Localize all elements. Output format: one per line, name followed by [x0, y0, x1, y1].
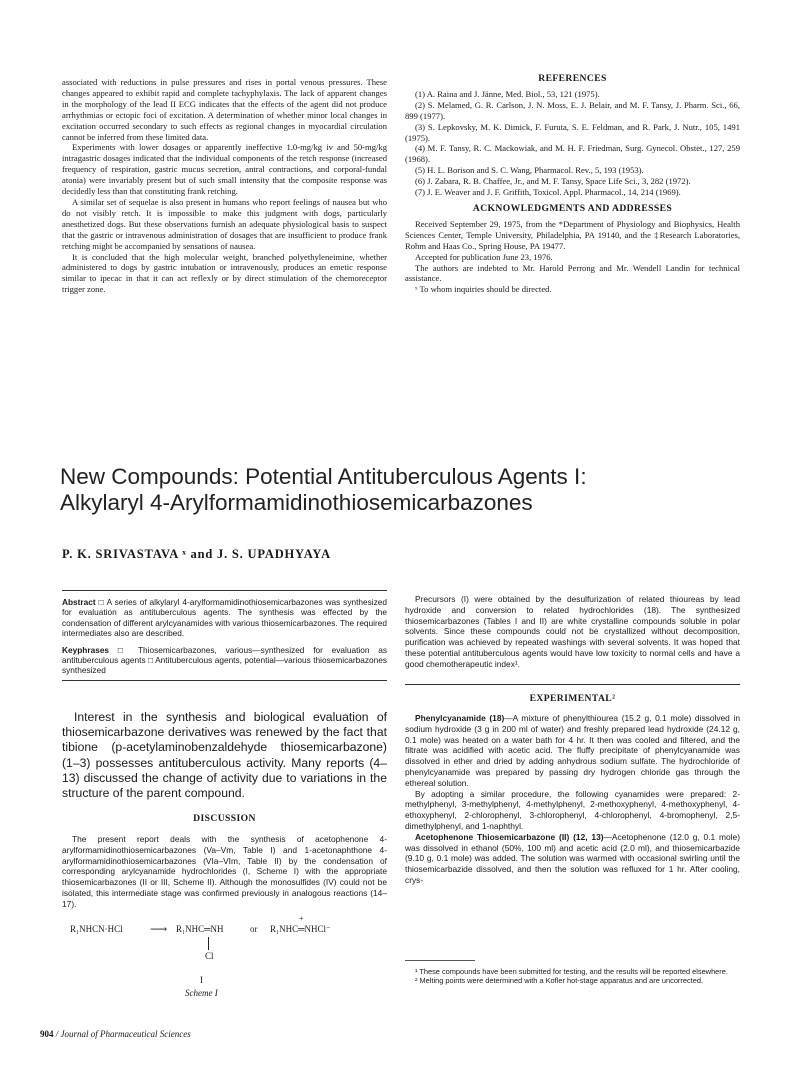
paragraph: Experiments with lower dosages or apparently ineffective 1.0-mg/kg iv and 50-mg/kg intragastric dosages indicated that the individual components of the retch response (increased frequency of respiration, gastric mucus secretion, antral contractions, and corporal-fundal atonia) were invariably present but of such small intensity that the composite response was decidedly less than that constituting frank retching.	[62, 142, 387, 197]
adopting-paragraph: By adopting a similar procedure, the following cyanamides were prepared: 2-methylphenyl, 3-methylphenyl, 4-methylphenyl, 2-methoxyphenyl, 4-methoxyphenyl, 4-ethoxyphenyl, 2-chlorophenyl, 3-chlorophenyl, 4-chlorophenyl, 4-bromophenyl, 2,5-dimethylphenyl, and 1-naphthyl.	[405, 788, 740, 831]
experimental-rule	[405, 684, 740, 685]
scheme-or: or	[250, 924, 258, 934]
phenylcyanamide-paragraph	[405, 713, 740, 789]
phenylcyanamide-lead: Phenylcyanamide (18)	[415, 713, 505, 723]
scheme-product-b: R₁NHC═NHCl⁻	[270, 924, 331, 934]
footnote-rule	[405, 960, 475, 961]
abstract-text: A series of alkylaryl 4-arylformamidinothiosemicarbazones was synthesized for evaluation as antituberculous agents. The synthesis was effected by the condensation of different arylcyanamides with various thiosemicarbazones. The required intermediates also are described.	[62, 597, 387, 639]
paragraph: A similar set of sequelae is also present in humans who report feelings of nausea but who do not visibly retch. It is impossible to make this judgment with dogs, particularly anesthetized dogs. But these observations furnish an adequate physiological basis to suspect that the gastric or intravenous administration of dosages that are insufficient to produce frank retching might be accompanied by sensations of nausea.	[62, 196, 387, 251]
article-title	[60, 464, 760, 516]
article-title-line-2: Alkylaryl 4-Arylformamidinothiosemicarbazones	[60, 490, 533, 515]
scheme-bond	[208, 937, 209, 950]
ack-paragraph: ˣ To whom inquiries should be directed.	[415, 284, 552, 295]
ack-paragraph: The authors are indebted to Mr. Harold Perrong and Mr. Wendell Landin for technical assistance.	[405, 262, 740, 284]
scheme-cl: Cl	[205, 951, 214, 961]
precursors-paragraph: Precursors (I) were obtained by the desulfurization of related thioureas by lead hydroxide and conversion to related hydrochlorides (18). The synthesized thiosemicarbazones (Tables I and II) are white crystalline compounds soluble in polar solvents. Since these compounds could not be crystallized without decomposition, purification was achieved by repeated washings with several solvents. It was hoped that these potential antituberculous agents would have low toxicity to normal cells and have a good chemotherapeutic index¹.	[405, 594, 740, 669]
footnote-2: ² Melting points were determined with a Kofler hot-stage apparatus and are uncorrected.	[415, 976, 703, 985]
running-footer	[40, 1029, 191, 1039]
reference-item: (5) H. L. Borison and S. C. Wang, Pharmacol. Rev., 5, 193 (1953).	[415, 165, 644, 176]
scheme-product-a: R₁NHC═NH	[176, 924, 224, 934]
keyphrases-label: Keyphrases	[62, 644, 110, 655]
footnote-1: ¹ These compounds have been submitted for testing, and the results will be reported elsewhere.	[415, 967, 728, 976]
page-number: 904	[40, 1029, 54, 1039]
article-title-line-1: New Compounds: Potential Antituberculous Agents I:	[60, 464, 587, 489]
discussion-paragraph: The present report deals with the synthesis of acetophenone 4-arylformamidinothiosemicarbazones (Va–Vm, Table I) and 1-acetonaphthone 4-arylformamidinothiosemicarbazones (VIa–VIm, Table II) by the condensation of corresponding arylcyanamide hydrochlorides (I, Scheme I) with the appropriate thiosemicarbazones (II or III, Scheme II). Although the monosulfides (IV) could not be isolated, this intermediate stage was confirmed previously in analogous reactions (14–17).	[62, 834, 387, 909]
discussion-heading: DISCUSSION	[193, 813, 256, 824]
acetophenone-paragraph	[405, 832, 740, 886]
article-authors: P. K. SRIVASTAVA ˣ and J. S. UPADHYAYA	[62, 547, 331, 561]
footnotes	[405, 967, 740, 985]
reference-item: (2) S. Melamed, G. R. Carlson, J. N. Moss, E. J. Belair, and M. F. Tansy, J. Pharm. Sci., 66, 899 (1977).	[405, 99, 740, 121]
scheme-arrow: ⟶	[150, 922, 168, 936]
abstract-top-rule	[62, 590, 387, 591]
right-column-lower	[405, 594, 740, 670]
intro-paragraph: Interest in the synthesis and biological evaluation of thiosemicarbazone derivatives was renewed by the fact that tibione (p-acetylaminobenzaldehyde thiosemicarbazone) (1–3) possesses antituberculous activity. Many reports (4–13) discussed the change of activity due to variations in the structure of the parent compound.	[62, 710, 387, 801]
experimental-body	[405, 713, 740, 886]
keyphrases-text: Thiosemicarbazones, various—synthesized for evaluation as antituberculous agents □ Antituberculous agents, potential—various thiosemicarbazones synthesized	[62, 644, 388, 676]
discussion-text	[62, 834, 387, 910]
checkbox-glyph: □	[98, 597, 105, 607]
journal-name: / Journal of Pharmaceutical Sciences	[55, 1029, 191, 1039]
top-right-column	[405, 74, 740, 295]
scheme-i	[70, 914, 390, 1000]
scheme-label: Scheme I	[185, 988, 218, 998]
paragraph: associated with reductions in pulse pressures and rises in portal venous pressures. These changes appeared to exhibit rapid and complete tachyphylaxis. The lack of apparent changes in the morphology of the lead II ECG indicates that the effects of the agent did not produce arrhythmias or ectopic foci of excitation. A determination of whether minor local changes in excitation occurred secondary to such effects as regional changes in myocardial circulation cannot be inferred from these limited data.	[62, 77, 387, 142]
acknowledgments-heading: ACKNOWLEDGMENTS AND ADDRESSES	[472, 202, 673, 214]
scheme-reactant: R₁NHCN·HCl	[70, 924, 123, 934]
ack-paragraph: Received September 29, 1975, from the *Department of Physiology and Biophysics, Health Sciences Center, Temple University, Philadelphia, PA 19140, and the ‡Research Laboratories, Rohm and Haas Co., Spring House, PA 19477.	[405, 218, 740, 251]
acetophenone-lead: Acetophenone Thiosemicarbazone (II) (12, 13)	[415, 831, 604, 842]
paragraph: It is concluded that the high molecular weight, branched polyethyleneimine, whether administered to dogs by gastric intubation or intravenously, produces an emetic response similar to ipecac in that it can act reflexly or by direct stimulation of the chemoreceptor trigger zone.	[62, 251, 387, 295]
reference-item: (3) S. Lepkovsky, M. K. Dimick, F. Furuta, S. E. Feldman, and R. Park, J. Nutr., 105, 1491 (1975).	[405, 121, 740, 143]
scheme-plus: +	[299, 914, 304, 923]
reference-item: (1) A. Raina and J. Jänne, Med. Biol., 53, 121 (1975).	[415, 88, 600, 99]
abstract-label: Abstract	[62, 597, 96, 607]
scheme-compound-number: I	[200, 975, 203, 985]
abstract-bottom-rule	[62, 680, 387, 681]
reference-item: (7) J. E. Weaver and J. F. Griffith, Toxicol. Appl. Pharmacol., 14, 214 (1969).	[415, 187, 681, 198]
phenylcyanamide-text: —A mixture of phenylthiourea (15.2 g, 0.1 mole) dissolved in sodium hydroxide (3 g in 200 ml of water) and freshly prepared lead hydroxide (24.12 g, 0.1 mole) was heated on a water bath for 4 hr. It then was cooled and filtered, and the filtrate was acidified with acetic acid. The fluffy precipitate of phenylcyanamide was dissolved in ether and dried by adding anhydrous sodium sulfate. The hydrochloride of phenylcyanamide was prepared by passing dry hydrogen chloride gas through the ethereal solution.	[405, 713, 740, 788]
acetophenone-text: —Acetophenone (12.0 g, 0.1 mole) was dissolved in ethanol (50%, 100 ml) and acetic acid (2.0 ml), and thiosemicarbazide (9.10 g, 0.1 mole) was added. The solution was warmed with occasional swirling until the thiosemicarbazide dissolved, and then the solution was refluxed for 1 hr. After cooling, crys-	[405, 831, 740, 885]
checkbox-glyph: □	[117, 644, 130, 655]
reference-item: (4) M. F. Tansy, R. C. Mackowiak, and M. H. F. Friedman, Surg. Gynecol. Obstet., 127, 259 (1968).	[405, 143, 740, 165]
reference-item: (6) J. Zabara, R. B. Chaffee, Jr., and M. F. Tansy, Space Life Sci., 3, 282 (1972).	[415, 176, 691, 187]
top-left-column	[62, 77, 387, 295]
references-heading: REFERENCES	[538, 73, 607, 84]
ack-paragraph: Accepted for publication June 23, 1976.	[415, 251, 553, 262]
abstract-block	[62, 597, 387, 676]
experimental-heading: EXPERIMENTAL²	[529, 693, 616, 704]
